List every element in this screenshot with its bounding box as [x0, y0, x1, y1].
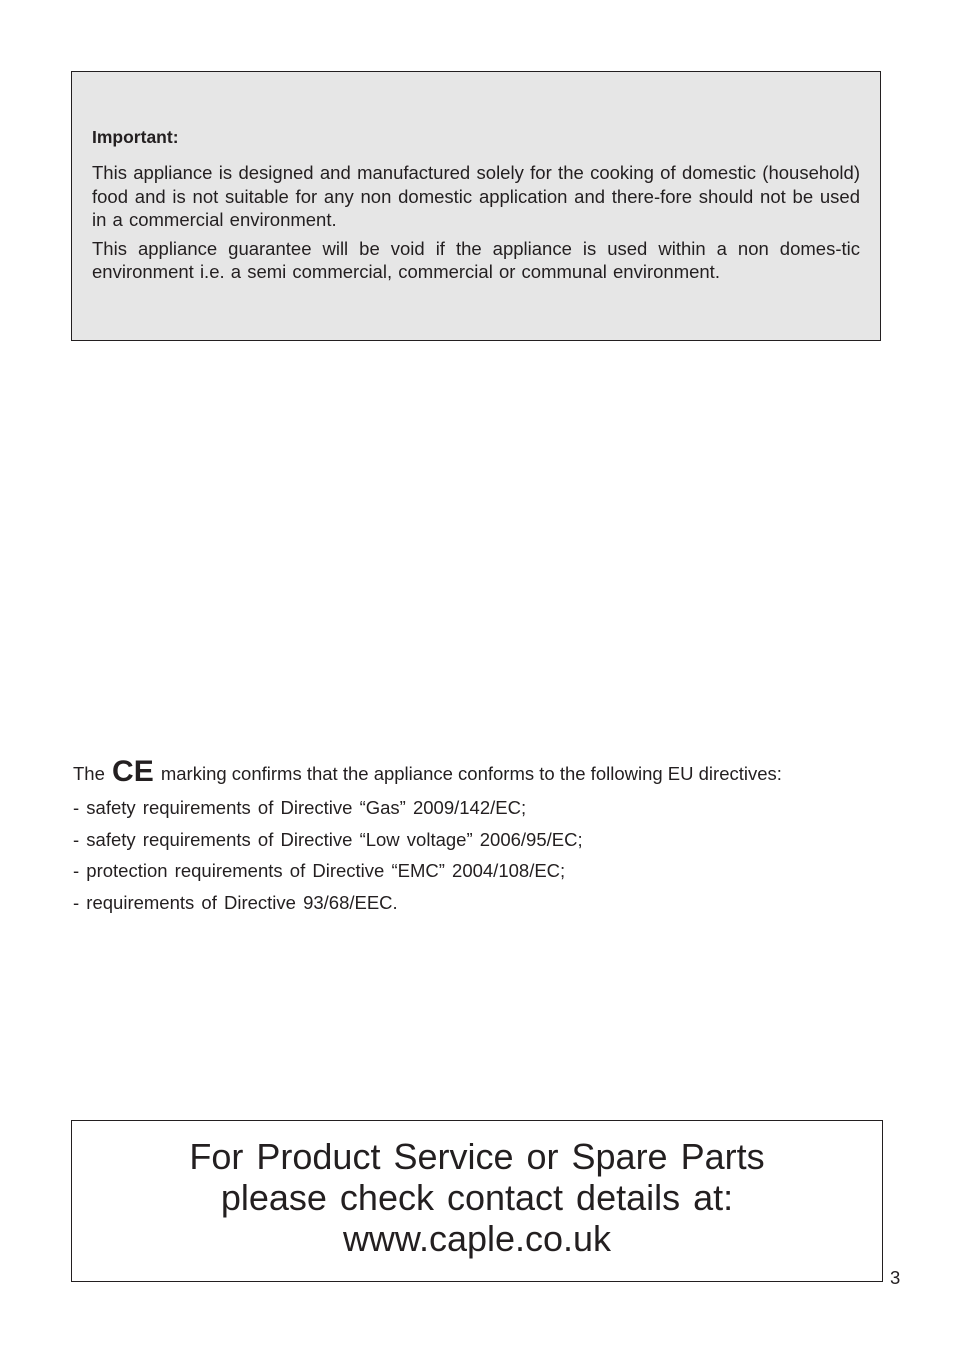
service-line-product-service: For Product Service or Spare Parts — [189, 1136, 765, 1177]
directive-item-gas: - safety requirements of Directive “Gas” 2009/142/EC; — [73, 797, 527, 818]
directive-list — [73, 796, 893, 915]
ce-directives-section — [73, 755, 893, 922]
service-contact-box — [71, 1120, 883, 1282]
ce-prefix: The — [73, 763, 105, 784]
directive-item-emc: - protection requirements of Directive “EMC” 2004/108/EC; — [73, 860, 566, 881]
important-paragraph-guarantee: This appliance guarantee will be void if the appliance is used within a non domes-tic environment i.e. a semi commercial, commercial or communal environment. — [92, 237, 860, 282]
ce-mark-icon: CE — [112, 755, 154, 788]
important-notice-box — [71, 71, 881, 341]
important-heading: Important: — [92, 127, 179, 147]
ce-statement — [73, 755, 893, 788]
directive-item-93-68-eec: - requirements of Directive 93/68/EEC. — [73, 891, 398, 913]
service-line-contact-details: please check contact details at: — [220, 1177, 734, 1218]
service-website-link[interactable]: www.caple.co.uk — [342, 1218, 612, 1259]
directive-item-low-voltage: - safety requirements of Directive “Low voltage” 2006/95/EC; — [73, 828, 583, 850]
ce-suffix: marking confirms that the appliance conforms to the following EU directives: — [160, 763, 782, 784]
page-number: 3 — [890, 1267, 901, 1288]
important-paragraph-domestic-use: This appliance is designed and manufactured solely for the cooking of domestic (household) food and is not suitable for any non domestic application and there-fore should not be used in a commercial environment. — [92, 162, 860, 230]
